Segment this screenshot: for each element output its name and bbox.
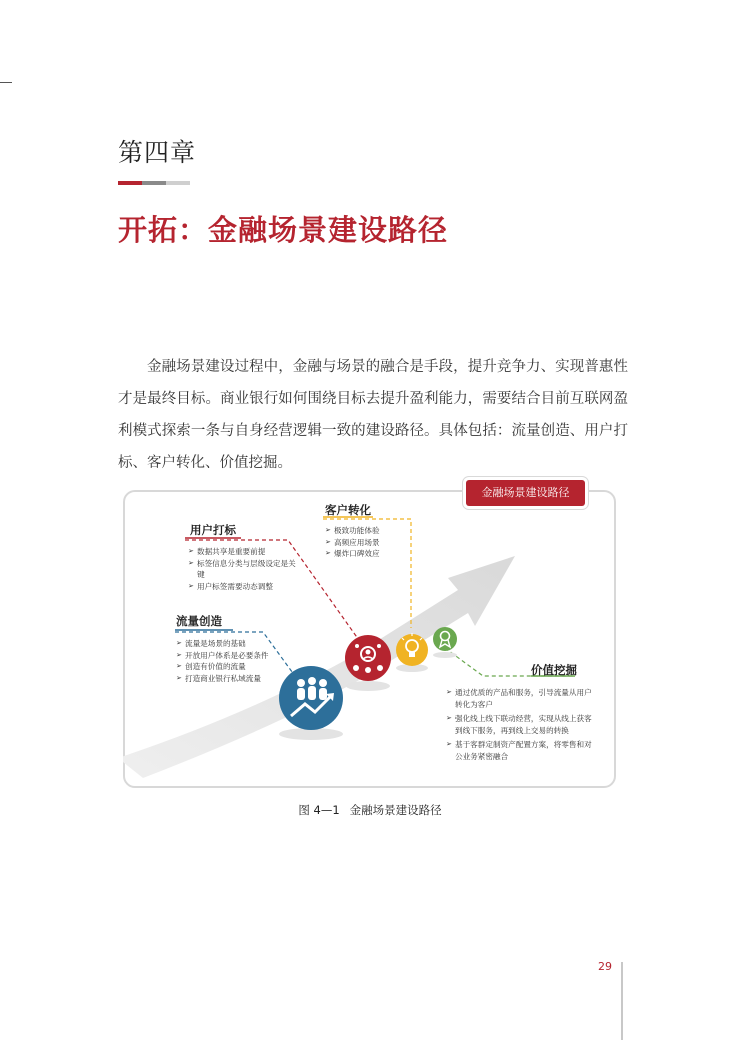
list-item: ➢ 标签信息分类与层级设定是关键 bbox=[188, 558, 303, 581]
body-paragraph: 金融场景建设过程中，金融与场景的融合是手段，提升竞争力、实现普惠性才是最终目标。商业银行如何围绕目标去提升盈利能力，需要结合目前互联网盈利模式探索一条与自身经营逻辑一致的建设路径。具体包括：流量创造、用户打标、客户转化、价值挖掘。 bbox=[118, 359, 628, 471]
figure-caption bbox=[0, 802, 740, 818]
stage-title-tagging: 用户打标 bbox=[190, 523, 236, 537]
figure-caption-title: 金融场景建设路径 bbox=[349, 803, 442, 817]
figure-caption-number: 图 4—1 bbox=[298, 803, 340, 817]
stage-title-traffic: 流量创造 bbox=[176, 614, 222, 628]
stage-title-conversion: 客户转化 bbox=[325, 503, 371, 517]
list-item: ➢ 通过优质的产品和服务，引导流量从用户转化为客户 bbox=[446, 687, 594, 710]
list-item: ➢ 数据共享是重要前提 bbox=[188, 546, 303, 558]
page-number: 29 bbox=[598, 960, 612, 973]
medal-icon bbox=[433, 627, 457, 651]
list-item: ➢ 强化线上线下联动经营，实现从线上获客到线下服务，再到线上交易的转换 bbox=[446, 713, 594, 736]
list-item: ➢ 流量是场景的基础 bbox=[176, 638, 296, 650]
corner-crop-mark bbox=[0, 82, 12, 83]
chapter-label: 第四章 bbox=[118, 138, 197, 167]
user-network-icon bbox=[345, 635, 391, 681]
page-side-bar bbox=[621, 962, 623, 1040]
stage-bullets-traffic bbox=[176, 638, 296, 684]
chapter-title: 开拓：金融场景建设路径 bbox=[118, 213, 449, 247]
stage-title-value: 价值挖掘 bbox=[531, 663, 577, 677]
list-item: ➢ 开放用户体系是必要条件 bbox=[176, 650, 296, 662]
list-item: ➢ 极致功能体验 bbox=[325, 525, 405, 537]
list-item: ➢ 爆炸口碑效应 bbox=[325, 548, 405, 560]
list-item: ➢ 基于客群定制资产配置方案，将零售和对公业务紧密融合 bbox=[446, 739, 594, 762]
stage-bullets-tagging bbox=[188, 546, 303, 592]
figure-title-tag: 金融场景建设路径 bbox=[466, 480, 585, 506]
chapter-divider bbox=[118, 181, 190, 185]
list-item: ➢ 用户标签需要动态调整 bbox=[188, 581, 303, 593]
list-item: ➢ 高频应用场景 bbox=[325, 537, 405, 549]
list-item: ➢ 打造商业银行私域流量 bbox=[176, 673, 296, 685]
list-item: ➢ 创造有价值的流量 bbox=[176, 661, 296, 673]
stage-bullets-value bbox=[446, 687, 594, 762]
stage-bullets-conversion bbox=[325, 525, 405, 560]
